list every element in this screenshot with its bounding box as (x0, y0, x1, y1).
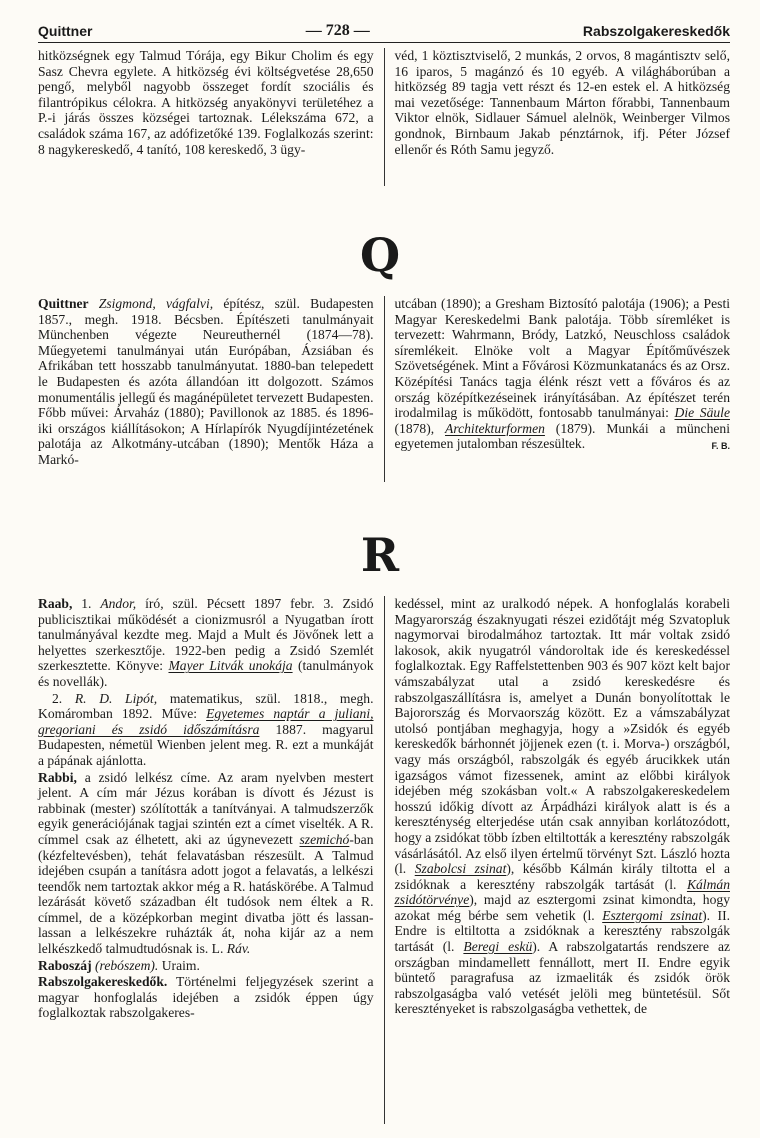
running-header (38, 20, 730, 42)
q-col-right (395, 296, 731, 482)
entry-name: R. D. Lipót, (74, 690, 158, 706)
top-col-left (38, 48, 374, 186)
work-title: Die Säule (674, 405, 730, 421)
header-right-word: Rabszolgakereskedők (582, 23, 730, 39)
top-continuation (38, 48, 730, 186)
r-col-left (38, 596, 374, 1124)
entry-rabbi (38, 770, 374, 957)
work-title: Mayer Litvák unokája (168, 658, 293, 674)
headword: Quittner (38, 296, 89, 311)
entry-text: ). II. Endre is eltiltotta a zsidóknak a keresztény rabszolgák tartását (l. (394, 907, 730, 955)
entry-raboszaj (38, 958, 374, 974)
entry-text: (1879). Munkái a müncheni egyetemen jutalomban részesültek. (394, 420, 730, 452)
entry-text: matematikus, szül. 1818., megh. Komáromban 1892. Műve: (38, 690, 374, 722)
entry-text: Történelmi feljegyzések szerint a magyar honfoglalás idejében a zsidók éppen úgy foglalkoztak rabszolgakeres- (38, 974, 374, 1021)
entry-text: ), majd az esztergomi zsinat kimondta, hogy azokat még bérbe sem vehetik (l. (394, 892, 730, 923)
header-left-word: Quittner (38, 23, 93, 39)
paragraph: véd, 1 köztisztviselő, 2 munkás, 2 orvos, 8 magántisztv selő, 16 iparos, 5 magánzó és 10 egyéb. A világháborúban a hitközség 89 tagja vett részt és 12-en estek el. A hitközség mai vezetősége: Tannenbaum Márton főrabbi, Tannenbaum Viktor elnök, Sidlauer Sámuel alelnök, Weinberger Vilmos gondnok, Birnbaum Jakab pénztárnok, ifj. Péter József ellenőr és Róth Samu jegyző. (394, 48, 730, 157)
entry-text: 1887. magyarul Budapesten, németül Wienben jelent meg. R. ezt a munkáját a pápának ajánlotta. (38, 721, 374, 768)
entry-text: kedéssel, mint az uralkodó népek. A honfoglalás korabeli Magyarország északnyugati részei ezidőtájt még Szvatopluk nagymorvai birodalmához tartoztak. Itt már voltak zsidó lakosok, akik nyugatról vándoroltak ide és kereskedéssel foglalkoztak. Egy Raffelstettenben 903 és 907 közt kelt bajor vámszabályzat utal a zsidó kereskedésre és rabszolgaszállításra is, amelyet a Dunán bonyolítottak le Bajorország és Morvaország között. Ez a vámszabályzat utolsó pontjában meghagyja, hogy a »Zsidók és egyéb kereskedők bárhonnét jöjjenek ezen (t. i. Morva-) országból, vagy más országból, rabszolgák és egyéb árucikkek után igazságos vámot fizessenek, amint az előbbi királyok idejében még szokásban volt.« A rabszolgakereskedelem hosszú időkig dívott az Árpádházi királyok alatt is és a kereszténység elterjedése után csak annyiban korlátozódott, hogy a zsidókat több ízben eltiltották a keresztény rabszolgák vásárlásától. Az első ilyen értelmű törvényt Szt. László hozta (l. (394, 596, 730, 877)
entry-name: Zsigmond, vágfalvi, (98, 296, 214, 311)
section-q-body (38, 296, 730, 482)
entry-quittner (38, 296, 374, 468)
cross-reference: Ráv. (226, 941, 251, 957)
top-col-right (395, 48, 731, 186)
entry-continued (395, 596, 731, 1017)
column-separator (384, 48, 385, 186)
entry-number: 2. (52, 690, 75, 706)
column-separator (384, 596, 385, 1124)
entry-text: Uraim. (158, 957, 200, 973)
entry-rabszolgakereskedok (38, 974, 374, 1021)
entry-text: (1878), (394, 420, 446, 436)
entry-text: építész, szül. Budapesten 1857., megh. 1918. Bécsben. Építészeti tanulmányait Münchenben végezte Neureuthernél (1874—78). Műegyetemi tanulmányai után Európában, Ázsiában és Afrikában tett hosszabb tanulmányutat. 1880-ban telepedett le Budapesten és azóta állandóan itt dolgozott. Számos monumentális jellegű és magánépületet tervezett Budapesten. Főbb művei: Árvaház (1880); Pavillonok az 1885. és 1896-iki országos kiállításokon; A Hírlapírók Nyugdíjintézetének palotája az Alkotmány-utcában (1890); Mentők Háza a Markó- (38, 296, 374, 467)
entry-raab-2 (38, 691, 374, 769)
transliteration: (rebószem). (91, 957, 159, 973)
page-number: — 728 — (305, 22, 370, 39)
entry-text: utcában (1890); a Gresham Biztosító palotája (1906); a Pesti Magyar Kereskedelmi Bank palotája. Több síremléket is tervezett: Wahrmann, Bródy, Latzkó, Neuschloss családok síremlékeit. Elnöke volt a Magyar Építőművészek Szövetségének. Mint a Fővárosi Közmunkatanács és az Orsz. Középítési Tanács tagja élénk részt vett a főváros és az ország középítkezéseinek irányításában. Az építészet terén irodalmilag is működött, fontosabb tanulmányai: (394, 296, 730, 421)
work-title: Egyetemes naptár a juliani, gregoriani és zsidó időszámításra (38, 706, 374, 737)
headword: Raab, (38, 596, 73, 611)
term: szemichó (299, 831, 350, 847)
entry-text: író, szül. Pécsett 1897 febr. 3. Zsidó publicisztikai működését a cionizmusról a Nyugatban írott tanulmányával kezdte meg. Majd a Mult és Jövőnek lett a helyettes szerkesztője. 1922-ben pedig a Zsidó Szemlét szerkesztette. Könyve: (38, 596, 374, 674)
section-r-body (38, 596, 730, 1124)
r-col-right (395, 596, 731, 1124)
q-col-left (38, 296, 374, 482)
entry-text: ), később Kálmán király tiltotta el a zsidóknak a keresztény rabszolgák tartását (l. (394, 861, 730, 892)
entry-name: Andor, (100, 596, 137, 611)
headword: Raboszáj (38, 957, 92, 973)
entry-raab-1 (38, 596, 374, 690)
entry-text: (tanulmányok és novellák). (38, 658, 374, 689)
cross-reference: Szabolcsi zsinat (414, 861, 507, 877)
headword: Rabszolgakereskedők. (38, 974, 168, 990)
entry-text: a zsidó lelkész címe. Az aram nyelvben mestert jelent. A cím már Jézus korában is dívott és Jézust is rabbinak (mester) szólították a tanítványai. A talmudszerzők egyik generációjának tagjai szintén ezt a címet viselték. A R. címmel csak az élhetett, aki az úgynevezett (38, 769, 374, 847)
paragraph: hitközségnek egy Talmud Tórája, egy Bikur Cholim és egy Sasz Chevra egylete. A hitközség évi költségvetése 28,650 pengő, melyből nagyobb összeget fordít szociális és filantrópikus célokra. A hitközség anyakönyvi területéhez a P.-i járás összes községei tartoznak. Lélekszáma 672, a családok száma 167, az adófizetőké 139. Foglalkozás szerint: 8 nagykereskedő, 4 tanító, 108 kereskedő, 3 ügy- (38, 48, 374, 157)
header-rule (38, 42, 730, 43)
work-title: Architekturformen (445, 420, 545, 436)
cross-reference: Esztergomi zsinat (602, 907, 703, 923)
entry-continued (395, 296, 731, 452)
column-separator (384, 296, 385, 482)
entry-number: 1. (72, 596, 101, 611)
cross-reference: Beregi eskü (463, 939, 533, 955)
headword: Rabbi, (38, 769, 77, 785)
section-letter-r: R (360, 528, 400, 582)
cross-reference: Kálmán zsidótörvénye (394, 876, 730, 908)
entry-text: ). A rabszolgatartás rendszere az országban mindamellett fennállott, mert II. Endre egyik büntető paragrafusa az izmaeliták és zsidók örök rabszolgaságba való vetését jelöli meg büntetésül. Sőt keresztényeket is rabszolgaságba vethettek, de (394, 939, 731, 1017)
author-signature: F. B. (711, 441, 730, 452)
entry-text: -ban (kézfeltevésben), tehát felavatásban részesült. A Talmud idejében csupán a tanításra adott jogot a felavatás, a lelkészi teendők nem tartoztak akkor még a R. hatáskörébe. A Talmud lezárását követő században élt tudósok nem éltek a R. címmel, de a középkorban megint divatba jött és lassan-lassan a lelkészekre ruházták át, noha kijár az a nem lelkészkedő talmudtudósnak is. L. (38, 831, 374, 957)
section-letter-q: Q (359, 228, 401, 282)
